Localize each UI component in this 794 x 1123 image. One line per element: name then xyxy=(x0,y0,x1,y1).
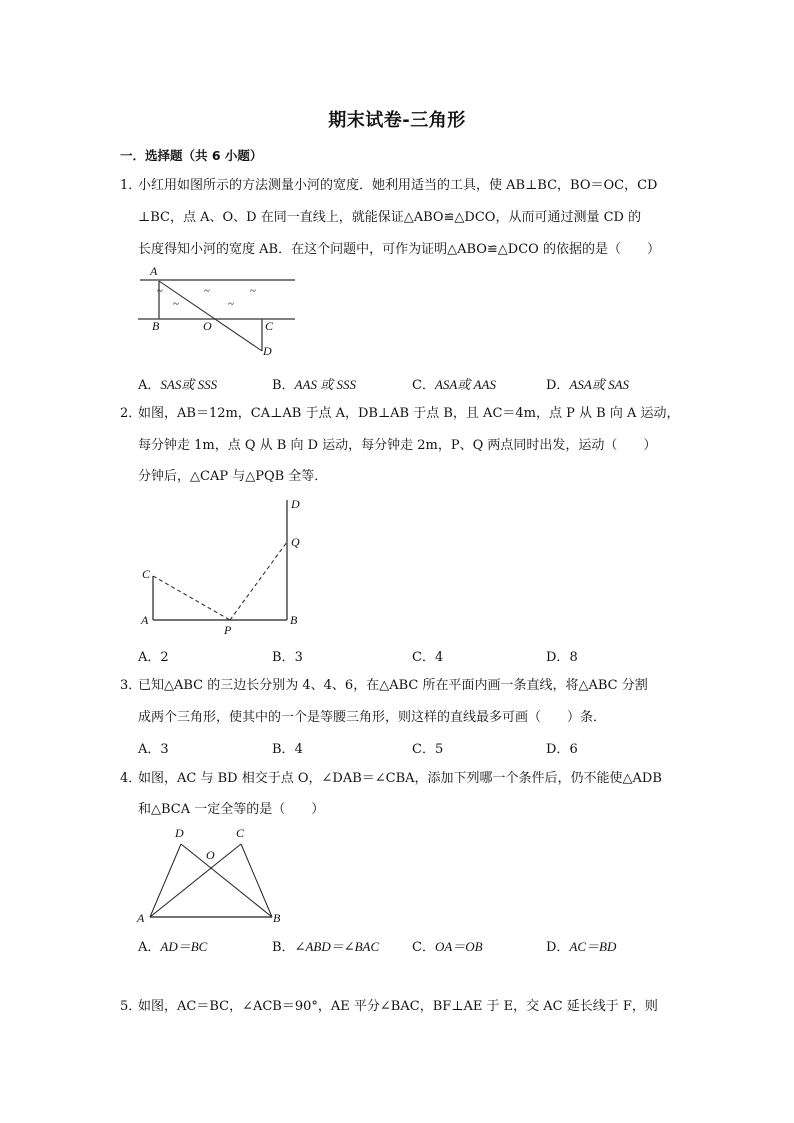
question-text-line: ⊥BC，点 A、O、D 在同一直线上，就能保证△ABO≌△DCO，从而可通过测量 CD 的 xyxy=(138,210,642,225)
question-text-line: 如图，AB＝12m，CA⊥AB 于点 A，DB⊥AB 于点 B，且 AC＝4m，点 P 从 B 向 A 运动， xyxy=(138,406,680,421)
option-text: ASA或 SAS xyxy=(569,377,630,392)
label-D: D xyxy=(263,344,272,358)
label-C: C xyxy=(265,319,274,333)
option-label: A． xyxy=(138,378,161,393)
option-d[interactable] xyxy=(546,646,578,665)
question-number: 1． xyxy=(120,178,142,193)
section-heading: 一．选择题（共 6 小题） xyxy=(120,148,263,163)
option-c[interactable] xyxy=(412,374,496,393)
option-label: B． xyxy=(272,742,295,757)
label-O: O xyxy=(206,848,215,862)
option-b[interactable] xyxy=(272,936,379,955)
option-label: A． xyxy=(138,940,161,955)
option-a[interactable] xyxy=(138,374,217,393)
question-text-line: 和△BCA 一定全等的是（ ） xyxy=(138,802,325,817)
label-C: C xyxy=(236,826,245,840)
option-text: AD＝BC xyxy=(160,939,208,954)
label-A: A xyxy=(150,264,158,278)
option-a[interactable] xyxy=(138,936,207,955)
question-text-line: 成两个三角形，使其中的一个是等腰三角形，则这样的直线最多可画（ ）条． xyxy=(138,710,607,725)
option-text: 8 xyxy=(569,650,578,665)
option-label: C． xyxy=(412,940,435,955)
question-text-line: 小红用如图所示的方法测量小河的宽度．她利用适当的工具，使 AB⊥BC，BO＝OC，CD xyxy=(138,178,658,193)
option-label: B． xyxy=(272,940,295,955)
motion-figure xyxy=(135,492,320,642)
question-text-line: 已知△ABC 的三边长分别为 4、4、6，在△ABC 所在平面内画一条直线，将△ABC 分割 xyxy=(138,678,648,693)
option-label: C． xyxy=(412,742,435,757)
label-D: D xyxy=(175,826,184,840)
svg-text:~: ~ xyxy=(157,285,163,297)
option-d[interactable] xyxy=(546,374,629,393)
option-text: 3 xyxy=(160,742,169,757)
river-figure xyxy=(130,262,310,362)
option-text: 6 xyxy=(569,742,578,757)
question-text-line: 如图，AC 与 BD 相交于点 O，∠DAB＝∠CBA，添加下列哪一个条件后，仍不能使△ADB xyxy=(138,771,662,786)
option-b[interactable] xyxy=(272,374,356,393)
option-label: B． xyxy=(272,378,295,393)
svg-text:~: ~ xyxy=(173,298,179,310)
option-text: ASA或 AAS xyxy=(434,377,496,392)
question-text-line: 每分钟走 1m，点 Q 从 B 向 D 运动，每分钟走 2m，P、Q 两点同时出发，运动（ ） xyxy=(138,438,657,453)
option-text: 4 xyxy=(294,742,303,757)
label-P: P xyxy=(224,623,232,637)
option-d[interactable] xyxy=(546,738,578,757)
svg-text:~: ~ xyxy=(204,285,210,297)
option-text: 2 xyxy=(160,650,169,665)
option-label: C． xyxy=(412,378,435,393)
option-text: 5 xyxy=(434,742,444,757)
option-label: D． xyxy=(546,742,570,757)
question-text-line: 长度得知小河的宽度 AB．在这个问题中，可作为证明△ABO≌△DCO 的依据的是（ ） xyxy=(138,242,660,257)
option-label: A． xyxy=(138,742,161,757)
option-label: D． xyxy=(546,940,570,955)
option-c[interactable] xyxy=(412,738,443,757)
option-text: SAS或 SSS xyxy=(160,377,218,392)
svg-text:~: ~ xyxy=(228,298,234,310)
question-number: 4． xyxy=(120,771,142,786)
page-title: 期末试卷-三角形 xyxy=(328,110,466,131)
crossing-triangles-figure xyxy=(130,818,300,930)
label-A: A xyxy=(141,613,149,627)
option-text: AAS 或 SSS xyxy=(294,377,356,392)
label-Q: Q xyxy=(291,535,300,549)
option-text: 4 xyxy=(434,650,444,665)
label-D: D xyxy=(291,497,300,511)
option-b[interactable] xyxy=(272,646,303,665)
option-text: ∠ABD＝∠BAC xyxy=(294,939,380,954)
option-d[interactable] xyxy=(546,936,616,955)
question-text-line: 分钟后，△CAP 与△PQB 全等． xyxy=(138,469,328,484)
question-number: 3． xyxy=(120,678,142,693)
label-A: A xyxy=(137,911,145,925)
label-B: B xyxy=(273,911,281,925)
option-label: D． xyxy=(546,650,570,665)
option-text: AC＝BD xyxy=(569,939,617,954)
label-B: B xyxy=(290,613,298,627)
option-label: B． xyxy=(272,650,295,665)
svg-text:~: ~ xyxy=(250,285,256,297)
option-label: C． xyxy=(412,650,435,665)
option-text: OA＝OB xyxy=(434,939,483,954)
question-number: 2． xyxy=(120,406,142,421)
option-label: A． xyxy=(138,650,161,665)
option-c[interactable] xyxy=(412,646,443,665)
option-a[interactable] xyxy=(138,646,169,665)
label-C: C xyxy=(142,567,151,581)
label-O: O xyxy=(203,319,212,333)
option-text: 3 xyxy=(294,650,303,665)
option-b[interactable] xyxy=(272,738,303,757)
option-label: D． xyxy=(546,378,570,393)
option-c[interactable] xyxy=(412,936,483,955)
question-text-line: 如图，AC＝BC，∠ACB＝90°，AE 平分∠BAC，BF⊥AE 于 E，交 AC 延长线于 F，则 xyxy=(138,999,658,1014)
label-B: B xyxy=(152,319,160,333)
option-a[interactable] xyxy=(138,738,169,757)
question-number: 5． xyxy=(120,999,142,1014)
